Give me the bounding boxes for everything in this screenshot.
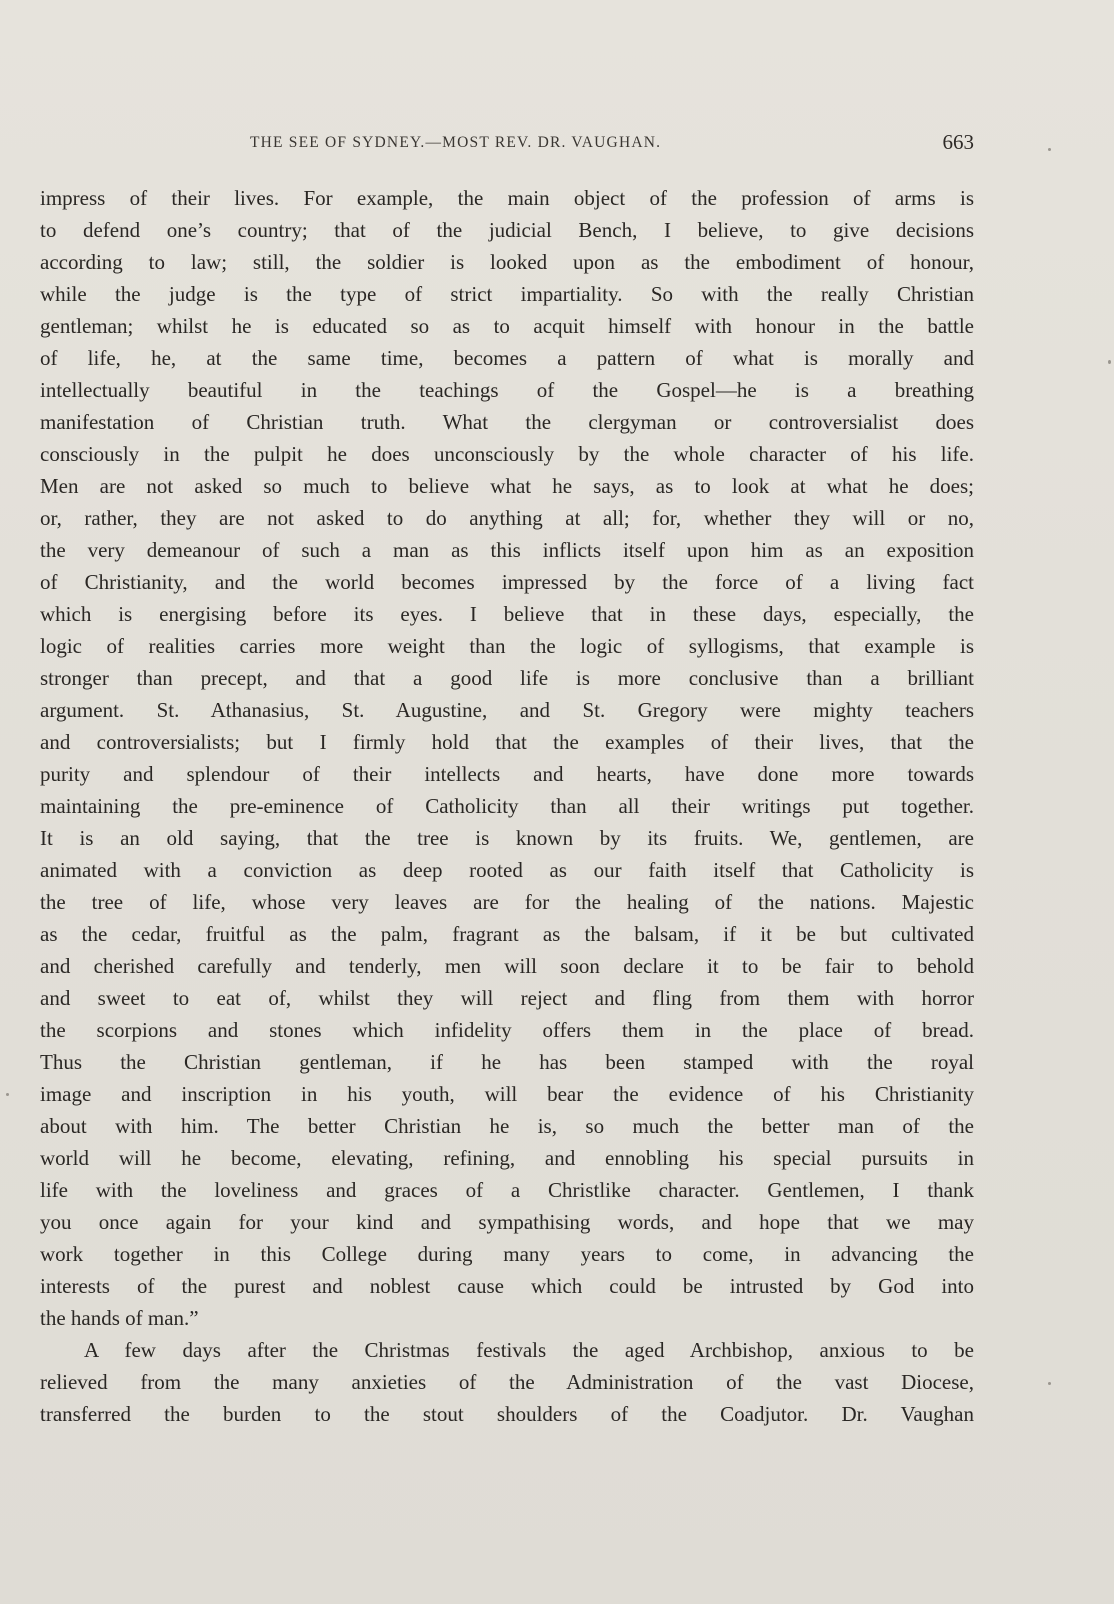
text-line: and sweet to eat of, whilst they will reject and fling from them with horror — [40, 986, 974, 1010]
text-line: A few days after the Christmas festivals the aged Archbishop, anxious to be — [84, 1338, 974, 1362]
text-line: animated with a conviction as deep rooted as our faith itself that Catholicity is — [40, 858, 974, 882]
paper-speck — [1108, 360, 1111, 364]
text-line: which is energising before its eyes. I believe that in these days, especially, the — [40, 602, 974, 626]
text-line: as the cedar, fruitful as the palm, fragrant as the balsam, if it be but cultivated — [40, 922, 974, 946]
text-line: you once again for your kind and sympathising words, and hope that we may — [40, 1210, 974, 1234]
text-line: and controversialists; but I firmly hold that the examples of their lives, that the — [40, 730, 974, 754]
running-header — [40, 130, 974, 158]
page-number: 663 — [942, 130, 974, 154]
text-line: about with him. The better Christian he is, so much the better man of the — [40, 1114, 974, 1138]
text-line: world will he become, elevating, refining, and ennobling his special pursuits in — [40, 1146, 974, 1170]
text-line: purity and splendour of their intellects and hearts, have done more towards — [40, 762, 974, 786]
text-line: and cherished carefully and tenderly, men will soon declare it to be fair to behold — [40, 954, 974, 978]
text-line: logic of realities carries more weight than the logic of syllogisms, that example is — [40, 634, 974, 658]
text-line: impress of their lives. For example, the main object of the profession of arms is — [40, 186, 974, 210]
text-line: to defend one’s country; that of the judicial Bench, I believe, to give decisions — [40, 218, 974, 242]
text-line: or, rather, they are not asked to do anything at all; for, whether they will or no, — [40, 506, 974, 530]
body-text — [40, 182, 974, 1430]
text-line: Men are not asked so much to believe what he says, as to look at what he does; — [40, 474, 974, 498]
text-line: the tree of life, whose very leaves are for the healing of the nations. Majestic — [40, 890, 974, 914]
text-line: transferred the burden to the stout shoulders of the Coadjutor. Dr. Vaughan — [40, 1402, 974, 1426]
text-line: stronger than precept, and that a good life is more conclusive than a brilliant — [40, 666, 974, 690]
text-line: maintaining the pre-eminence of Catholicity than all their writings put together. — [40, 794, 974, 818]
text-line: intellectually beautiful in the teachings of the Gospel—he is a breathing — [40, 378, 974, 402]
text-line: work together in this College during many years to come, in advancing the — [40, 1242, 974, 1266]
text-line: life with the loveliness and graces of a Christlike character. Gentlemen, I thank — [40, 1178, 974, 1202]
text-line: manifestation of Christian truth. What the clergyman or controversialist does — [40, 410, 974, 434]
text-line: Thus the Christian gentleman, if he has been stamped with the royal — [40, 1050, 974, 1074]
text-line: the very demeanour of such a man as this inflicts itself upon him as an exposition — [40, 538, 974, 562]
text-line: image and inscription in his youth, will bear the evidence of his Christianity — [40, 1082, 974, 1106]
text-line: according to law; still, the soldier is looked upon as the embodiment of honour, — [40, 250, 974, 274]
text-line: of Christianity, and the world becomes impressed by the force of a living fact — [40, 570, 974, 594]
paper-speck — [1048, 148, 1051, 151]
paper-speck — [1048, 1382, 1051, 1385]
running-title: THE SEE OF SYDNEY.—MOST REV. DR. VAUGHAN. — [250, 134, 662, 151]
text-line: gentleman; whilst he is educated so as to acquit himself with honour in the battle — [40, 314, 974, 338]
paper-speck — [6, 1093, 9, 1096]
text-line: while the judge is the type of strict impartiality. So with the really Christian — [40, 282, 974, 306]
text-line: consciously in the pulpit he does unconsciously by the whole character of his life. — [40, 442, 974, 466]
text-line: the scorpions and stones which infidelity offers them in the place of bread. — [40, 1018, 974, 1042]
text-line: argument. St. Athanasius, St. Augustine, and St. Gregory were mighty teachers — [40, 698, 974, 722]
text-line: It is an old saying, that the tree is known by its fruits. We, gentlemen, are — [40, 826, 974, 850]
text-line: of life, he, at the same time, becomes a pattern of what is morally and — [40, 346, 974, 370]
text-line: relieved from the many anxieties of the Administration of the vast Diocese, — [40, 1370, 974, 1394]
text-line: interests of the purest and noblest cause which could be intrusted by God into — [40, 1274, 974, 1298]
text-line: the hands of man.” — [40, 1306, 199, 1330]
